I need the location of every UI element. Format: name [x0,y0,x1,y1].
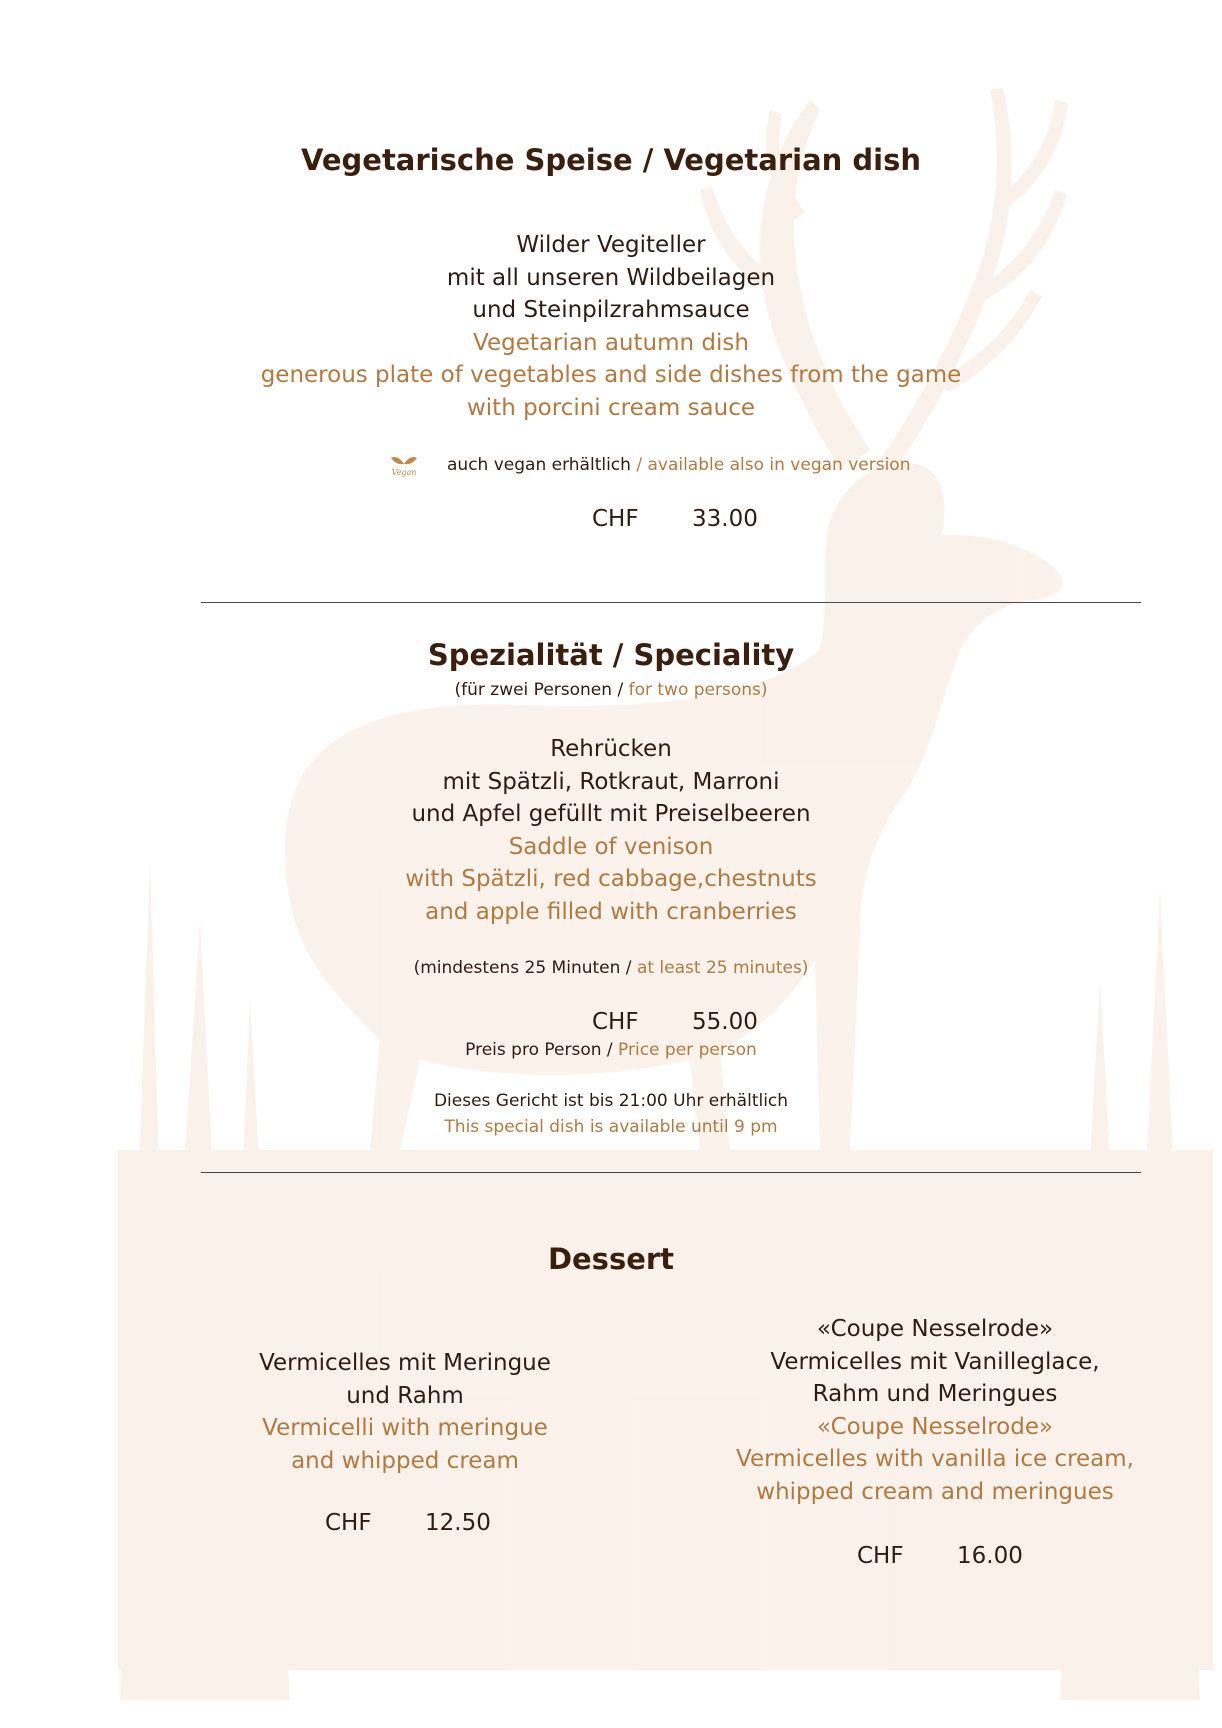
vegetarian-amount: 33.00 [692,506,758,532]
availability-en: This special dish is available until 9 pm [444,1117,778,1137]
vegetarian-currency: CHF [592,506,639,532]
speciality-de-line: und Apfel gefüllt mit Preiselbeeren [411,801,811,827]
vegetarian-en-line: Vegetarian autumn dish [473,329,749,356]
dessert-price [857,1543,1023,1569]
dessert-en-line: whipped cream and meringues [756,1478,1114,1505]
vegan-leaf-icon [386,453,422,477]
speciality-amount: 55.00 [692,1009,758,1035]
dessert-price [325,1510,491,1536]
speciality-persons-en: for two persons) [628,680,768,700]
per-person-en: Price per person [618,1040,757,1060]
dessert-de-line: und Rahm [346,1382,464,1409]
dessert-de-line: Vermicelles mit Vanilleglace, [770,1348,1100,1375]
dessert-item-coupe-nesselrode [715,1313,1155,1508]
speciality-de-line: Rehrücken [550,736,672,762]
speciality-en-line: with Spätzli, red cabbage,chestnuts [405,866,817,892]
vegetarian-de-line: mit all unseren Wildbeilagen [446,264,776,291]
dessert-item-vermicelles [205,1347,605,1477]
dessert-amount: 16.00 [957,1543,1023,1569]
dessert-en-line: «Coupe Nesselrode» [816,1413,1054,1440]
vegetarian-de-line: Wilder Vegiteller [516,232,706,258]
dessert-currency: CHF [857,1543,904,1569]
speciality-per-person [0,1040,1222,1060]
speciality-persons [0,680,1222,700]
dessert-en-line: and whipped cream [291,1447,519,1474]
vegetarian-de-line: und Steinpilzrahmsauce [472,297,750,323]
vegetarian-description [0,229,1222,424]
per-person-de: Preis pro Person / [465,1040,613,1060]
vegetarian-en-line: generous plate of vegetables and side dishes from the game [260,362,962,388]
dessert-amount: 12.50 [425,1510,491,1536]
vegetarian-price [592,506,758,532]
vegan-note-de: auch vegan erhältlich [447,455,631,475]
dessert-de-line: Rahm und Meringues [812,1381,1058,1407]
speciality-time-de: (mindestens 25 Minuten / [413,958,632,978]
vegetarian-en-line: with porcini cream sauce [466,394,756,421]
speciality-persons-de: (für zwei Personen / [454,680,624,700]
speciality-description [0,733,1222,928]
vegan-note [447,455,910,475]
dessert-de-line: Vermicelles mit Meringue [259,1350,551,1376]
speciality-time-en: at least 25 minutes) [636,958,809,978]
speciality-price [592,1009,758,1035]
speciality-en-line: and apple filled with cranberries [425,898,797,925]
dessert-currency: CHF [325,1510,372,1536]
speciality-prep-time [0,958,1222,978]
speciality-de-line: mit Spätzli, Rotkraut, Marroni [442,768,780,795]
vegetarian-heading: Vegetarische Speise / Vegetarian dish [300,143,921,177]
speciality-heading: Spezialität / Speciality [427,638,795,672]
section-divider [201,1172,1141,1173]
vegan-badge-text: Vegan [391,468,417,477]
dessert-de-line: «Coupe Nesselrode» [816,1316,1054,1342]
dessert-en-line: Vermicelles with vanilla ice cream, [736,1446,1134,1472]
dessert-en-line: Vermicelli with meringue [262,1415,548,1441]
speciality-en-line: Saddle of venison [508,833,714,860]
speciality-currency: CHF [592,1009,639,1035]
availability-de: Dieses Gericht ist bis 21:00 Uhr erhältlich [433,1091,789,1111]
vegan-note-en: / available also in vegan version [636,455,911,475]
section-divider [201,602,1141,603]
dessert-heading: Dessert [547,1242,675,1276]
